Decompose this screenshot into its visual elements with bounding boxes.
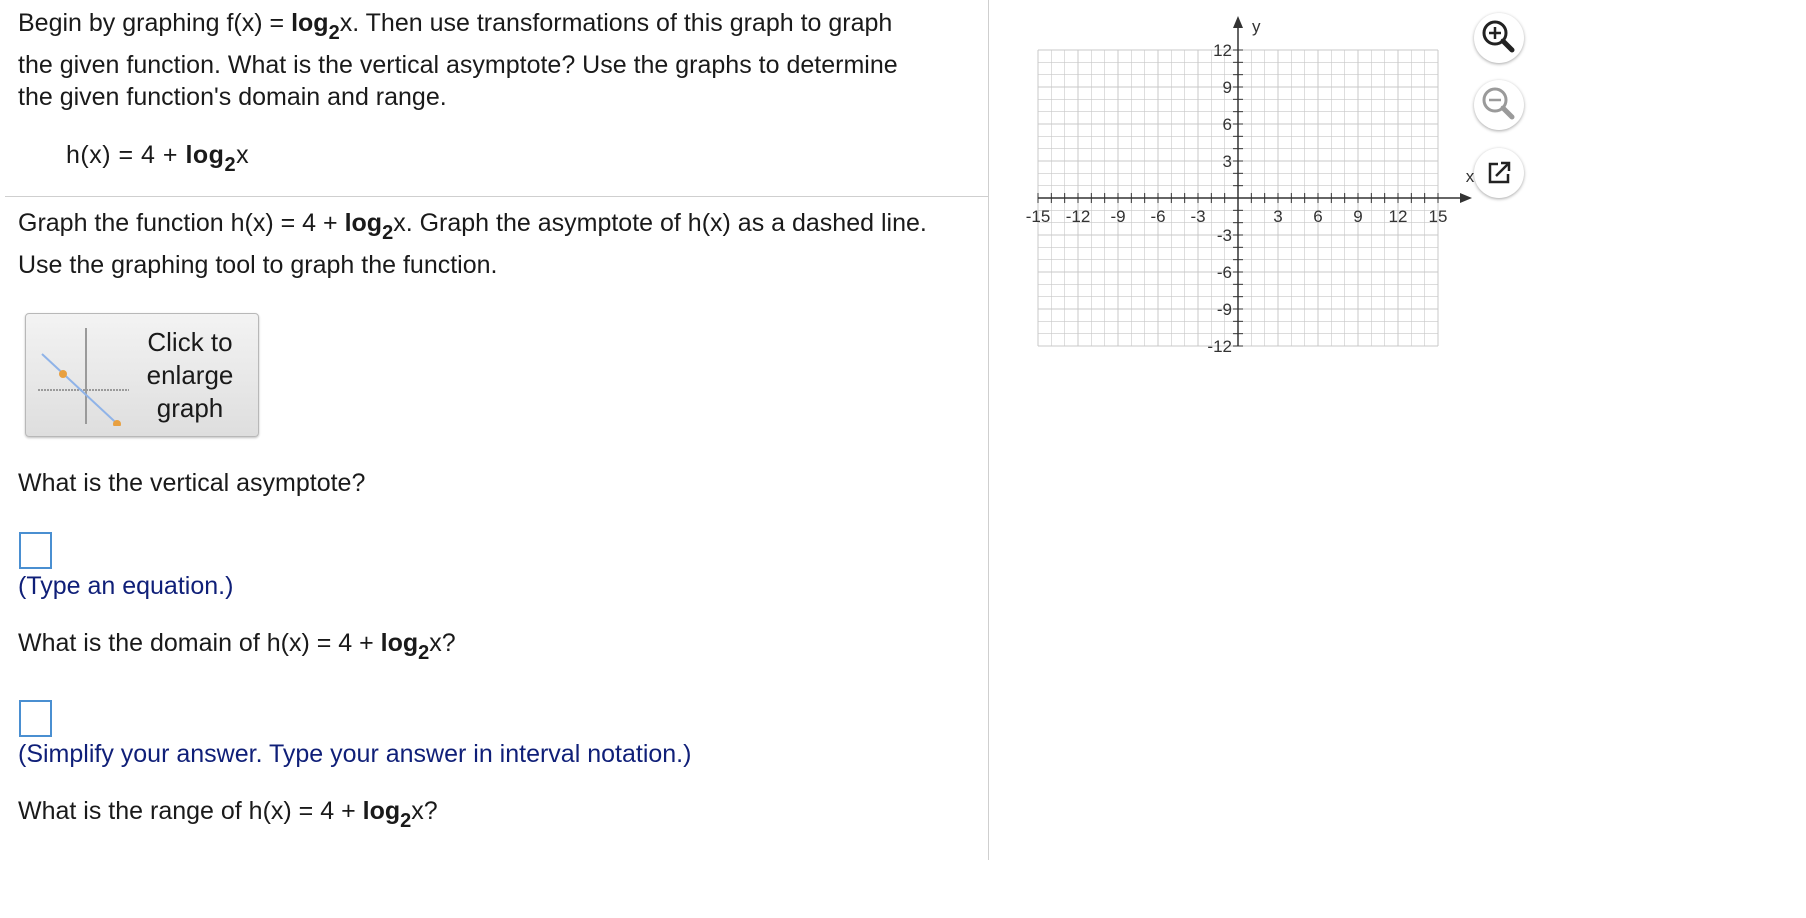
- function-definition: $h(x) = 4 + \log_2x$: [66, 141, 250, 176]
- instruction-line-2: Use the graphing tool to graph the function.: [18, 251, 498, 279]
- x-tick-label: 15: [1428, 207, 1448, 226]
- intro-line-3: the given function's domain and range.: [18, 83, 447, 111]
- x-axis-label: x: [1465, 167, 1475, 186]
- zoom-out-icon: [1474, 80, 1524, 130]
- zoom-out-button[interactable]: [1474, 80, 1524, 130]
- y-axis-arrow-icon: [1233, 16, 1243, 28]
- coordinate-plane[interactable]: [1015, 10, 1475, 355]
- domain-question: What is the domain of $h(x) = 4 + \log_2x$?: [18, 629, 456, 664]
- zoom-in-icon: [1474, 13, 1524, 63]
- y-tick-label: -9: [1216, 300, 1232, 319]
- x-tick-label: 6: [1313, 207, 1323, 226]
- asymptote-input[interactable]: [19, 532, 52, 569]
- x-tick-label: 3: [1273, 207, 1283, 226]
- zoom-in-button[interactable]: [1474, 13, 1524, 63]
- asymptote-question: What is the vertical asymptote?: [18, 469, 366, 497]
- x-tick-label: 9: [1353, 207, 1363, 226]
- domain-input[interactable]: [19, 700, 52, 737]
- intro-line-1: Begin by graphing $f(x) = \log_2x$. Then use transformations of this graph to graph: [18, 9, 893, 44]
- popout-icon: [1474, 148, 1524, 198]
- x-tick-label: 12: [1388, 207, 1408, 226]
- x-tick-label: -12: [1065, 207, 1091, 226]
- x-tick-label: -6: [1150, 207, 1166, 226]
- range-question: What is the range of $h(x) = 4 + \log_2x$?: [18, 797, 438, 832]
- x-axis-arrow-icon: [1460, 193, 1472, 203]
- log-function: $\log_2$: [291, 9, 340, 44]
- intro-line-2: the given function. What is the vertical asymptote? Use the graphs to determine: [18, 51, 898, 79]
- x-tick-label: -15: [1025, 207, 1051, 226]
- y-tick-label: -3: [1216, 226, 1232, 245]
- y-tick-label: -12: [1207, 337, 1232, 355]
- enlarge-graph-label: Click to enlarge graph: [146, 327, 234, 423]
- instruction-line-1: Graph the function $h(x) = 4 + \log_2x$. Graph the asymptote of h(x) as a dashed line.: [18, 209, 927, 244]
- graph-thumbnail-icon: [36, 326, 131, 426]
- y-tick-label: -6: [1216, 263, 1232, 282]
- y-tick-label: 12: [1213, 41, 1232, 60]
- enlarge-graph-button[interactable]: [25, 313, 259, 437]
- x-tick-label: -9: [1110, 207, 1126, 226]
- graph-area[interactable]: [1015, 10, 1475, 360]
- y-tick-label: 3: [1222, 152, 1232, 171]
- section-divider: [5, 196, 988, 197]
- asymptote-hint: (Type an equation.): [18, 572, 234, 600]
- y-tick-label: 9: [1222, 78, 1232, 97]
- y-axis-label: y: [1252, 17, 1261, 36]
- popout-button[interactable]: [1474, 148, 1524, 198]
- y-tick-label: 6: [1222, 115, 1232, 134]
- domain-hint: (Simplify your answer. Type your answer in interval notation.): [18, 740, 692, 768]
- x-tick-label: -3: [1190, 207, 1206, 226]
